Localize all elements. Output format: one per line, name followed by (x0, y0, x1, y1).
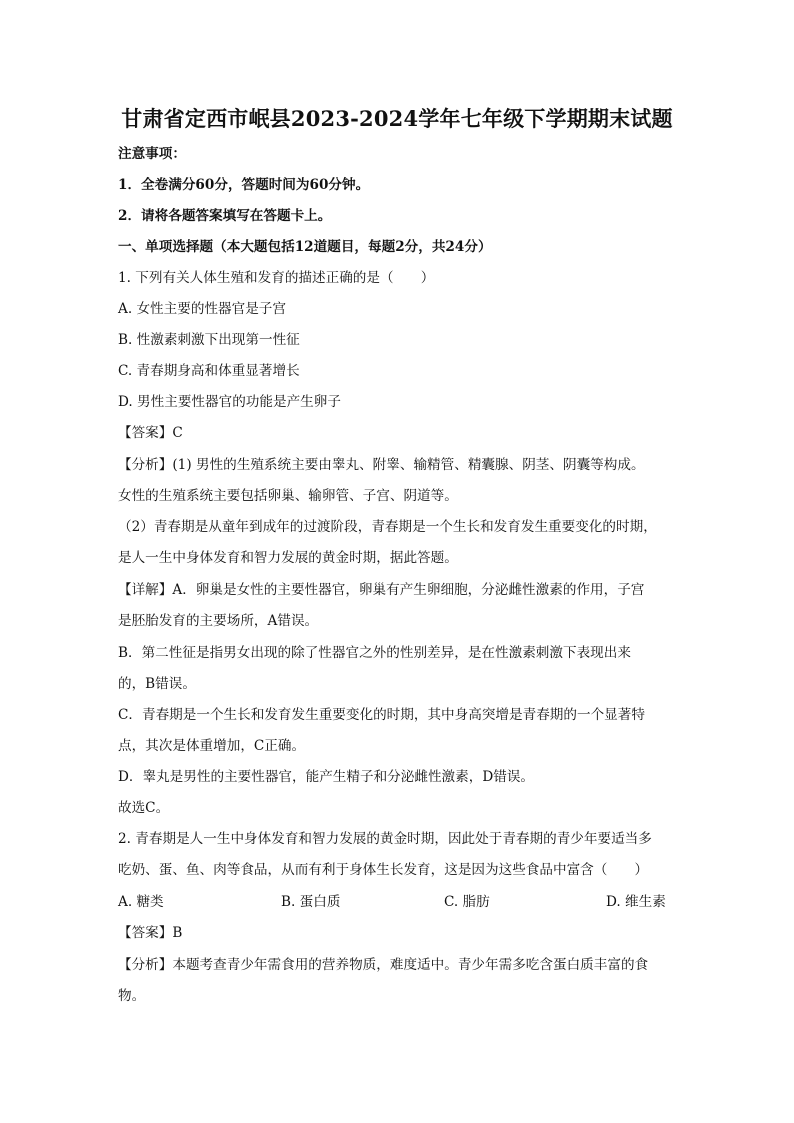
notice-item-2: 2．请将各题答案填写在答题卡上。 (118, 208, 332, 224)
q1-analysis-line-3: （2）青春期是从童年到成年的过渡阶段，青春期是一个生长和发育发生重要变化的时期， (118, 519, 657, 535)
q1-analysis-line-2: 女性的生殖系统主要包括卵巢、输卵管、子宫、阴道等。 (118, 488, 458, 504)
notice-heading: 注意事项： (118, 146, 186, 162)
q1-detail-line-1: 【详解】A．卵巢是女性的主要性器官，卵巢有产生卵细胞，分泌雌性激素的作用，子宫 (118, 582, 645, 598)
q2-option-d: D. 维生素 (606, 894, 666, 910)
q1-detail-line-5: C．青春期是一个生长和发育发生重要变化的时期，其中身高突增是青春期的一个显著特 (118, 707, 645, 723)
q2-answer: 【答案】B (118, 925, 183, 941)
q1-option-d: D. 男性主要性器官的功能是产生卵子 (118, 394, 341, 410)
q2-analysis-line-1: 【分析】本题考查青少年需食用的营养物质，难度适中。青少年需多吃含蛋白质丰富的食 (118, 957, 649, 973)
q2-option-b: B. 蛋白质 (281, 894, 341, 910)
q2-stem-line-1: 2. 青春期是人一生中身体发育和智力发展的黄金时期，因此处于青春期的青少年要适当多 (118, 831, 652, 847)
q1-option-a: A. 女性主要的性器官是子宫 (118, 301, 286, 317)
q1-analysis-line-1: 【分析】(1) 男性的生殖系统主要由睾丸、附睾、输精管、精囊腺、阴茎、阴囊等构成。 (118, 457, 645, 473)
q1-detail-line-6: 点，其次是体重增加，C正确。 (118, 738, 306, 754)
page-title: 甘肃省定西市岷县2023-2024学年七年级下学期期末试题 (121, 106, 673, 131)
q2-stem-line-2: 吃奶、蛋、鱼、肉等食品，从而有利于身体生长发育，这是因为这些食品中富含（ ） (118, 862, 649, 878)
q1-detail-line-8: 故选C。 (118, 800, 170, 816)
q1-detail-line-4: 的，B错误。 (118, 676, 196, 692)
q1-detail-line-3: B．第二性征是指男女出现的除了性器官之外的性别差异，是在性激素刺激下表现出来 (118, 645, 631, 661)
q1-detail-line-7: D．睾丸是男性的主要性器官，能产生精子和分泌雌性激素，D错误。 (118, 769, 535, 785)
q2-option-a: A. 糖类 (118, 894, 164, 910)
q1-option-b: B. 性激素刺激下出现第一性征 (118, 332, 300, 348)
q1-analysis-line-4: 是人一生中身体发育和智力发展的黄金时期，据此答题。 (118, 550, 458, 566)
q2-analysis-line-2: 物。 (118, 988, 146, 1004)
section-heading: 一、单项选择题（本大题包括12道题目，每题2分，共24分） (118, 239, 492, 255)
notice-item-1: 1．全卷满分60分，答题时间为60分钟。 (118, 177, 370, 193)
q1-option-c: C. 青春期身高和体重显著增长 (118, 363, 300, 379)
q1-answer: 【答案】C (118, 425, 183, 441)
q1-stem: 1. 下列有关人体生殖和发育的描述正确的是（ ） (118, 270, 435, 286)
q1-detail-line-2: 是胚胎发育的主要场所，A错误。 (118, 613, 319, 629)
q2-option-c: C. 脂肪 (444, 894, 490, 910)
